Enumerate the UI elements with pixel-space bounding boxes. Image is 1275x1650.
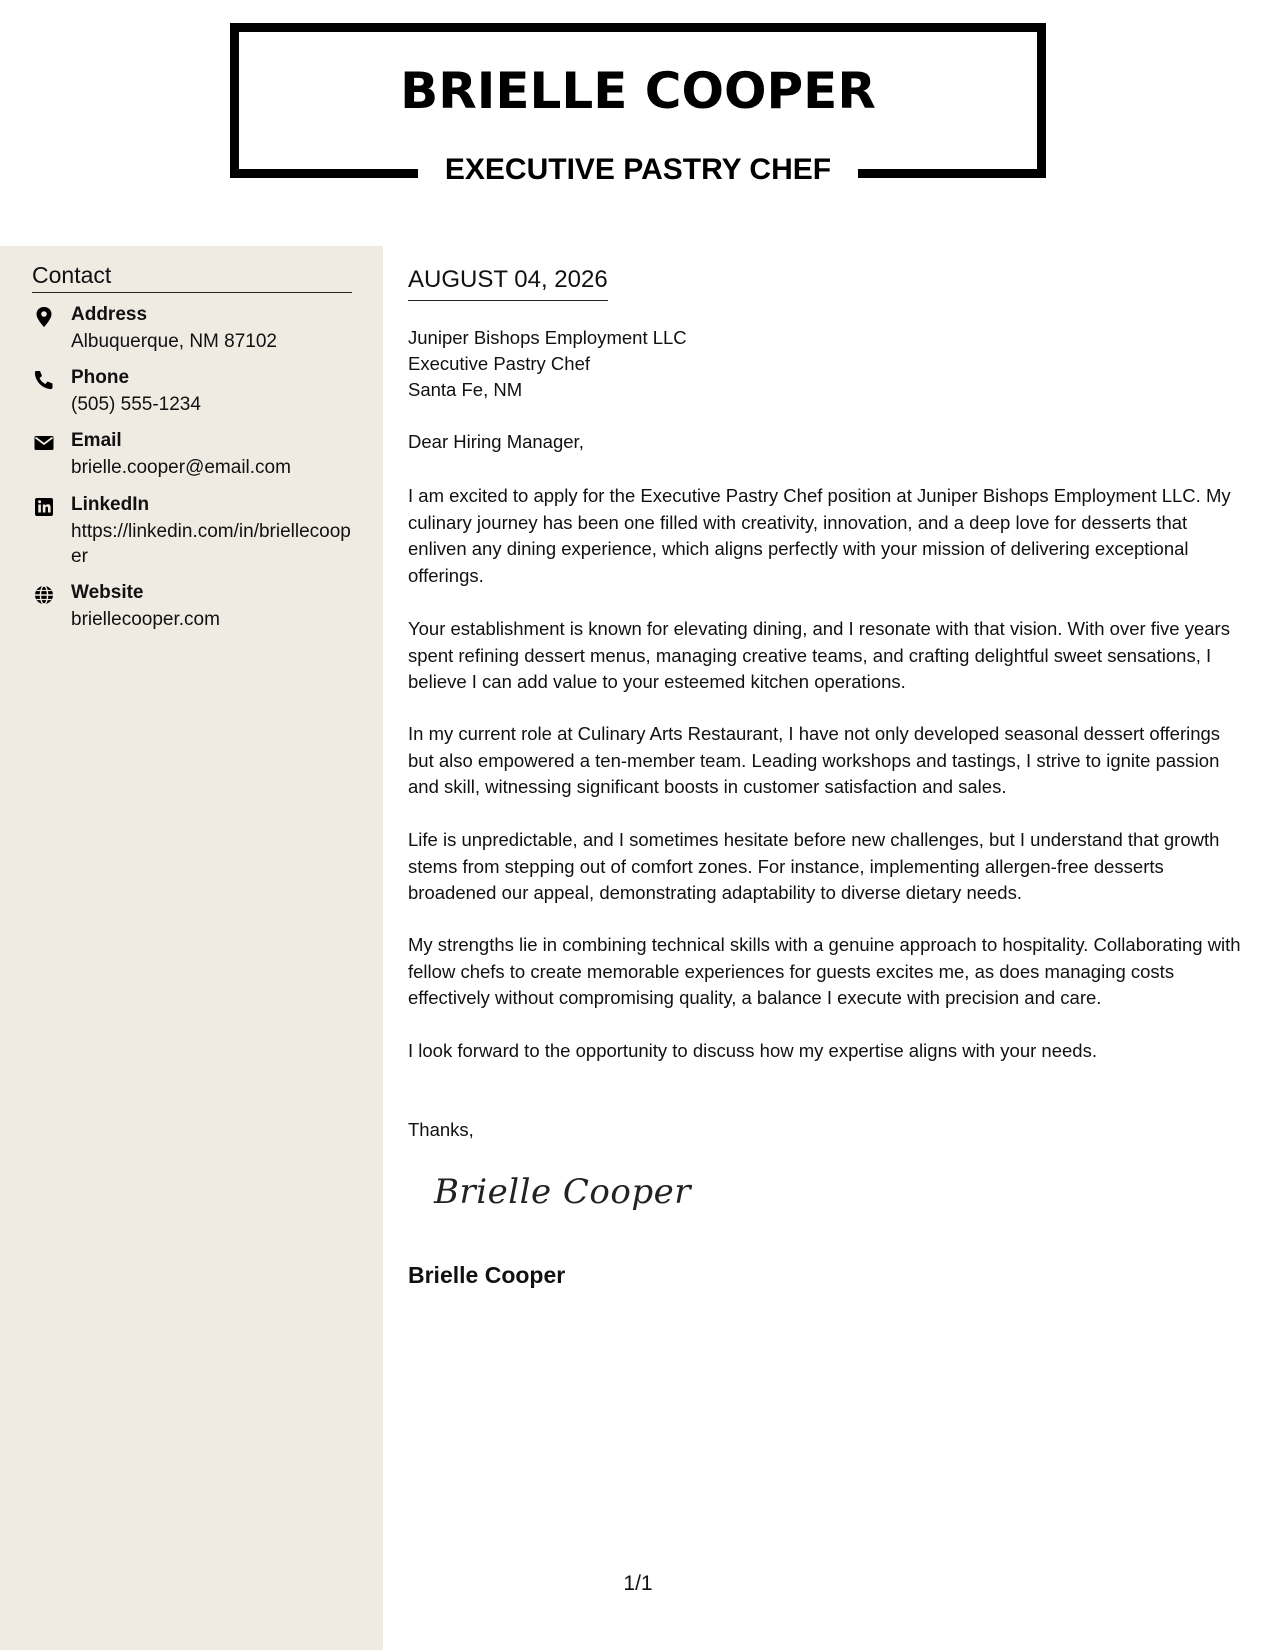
handwritten-signature: Brielle Cooper <box>434 1172 692 1212</box>
body-paragraph-6: I look forward to the opportunity to discuss how my expertise aligns with your needs. <box>408 1040 1097 1061</box>
body-paragraph-4: Life is unpredictable, and I sometimes hesitate before new challenges, but I understand that growth stems from stepping out of comfort zones. For instance, implementing allergen-free desserts broadened our appeal, demonstrating adaptability to diverse dietary needs. <box>408 829 1220 903</box>
recipient-location: Santa Fe, NM <box>408 379 523 400</box>
recipient-block <box>408 325 687 403</box>
recipient-position: Executive Pastry Chef <box>408 353 590 374</box>
email-label: Email <box>71 430 122 451</box>
phone-label: Phone <box>71 367 130 388</box>
body-paragraph-5: My strengths lie in combining technical skills with a genuine approach to hospitality. Collaborating with fellow chefs to create memorable experiences for guests excites me, as does managing costs effectively without compromising quality, a balance I execute with precision and care. <box>408 934 1241 1008</box>
contact-heading: Contact <box>32 262 352 293</box>
recipient-company: Juniper Bishops Employment LLC <box>408 327 687 348</box>
body-paragraph-1: I am excited to apply for the Executive Pastry Chef position at Juniper Bishops Employment LLC. My culinary journey has been one filled with creativity, innovation, and a deep love for desserts that enliven any dining experience, which aligns perfectly with your mission of delivering exceptional offerings. <box>408 485 1231 586</box>
body-paragraph-2: Your establishment is known for elevating dining, and I resonate with that vision. With over five years spent refining dessert menus, managing creative teams, and crafting delightful sweet sensations, I believe I can add value to your esteemed kitchen operations. <box>408 618 1230 692</box>
page-number: 1/1 <box>623 1572 653 1595</box>
signer-name: Brielle Cooper <box>408 1262 566 1288</box>
linkedin-value: https://linkedin.com/in/briellecooper <box>71 521 351 567</box>
website-value: briellecooper.com <box>71 609 220 630</box>
website-label: Website <box>71 582 144 603</box>
salutation: Dear Hiring Manager, <box>408 431 584 452</box>
globe-icon <box>32 584 56 606</box>
linkedin-icon <box>32 496 56 518</box>
letter-date: AUGUST 04, 2026 <box>408 266 608 301</box>
linkedin-label: LinkedIn <box>71 494 150 515</box>
address-value: Albuquerque, NM 87102 <box>71 331 277 352</box>
job-title: EXECUTIVE PASTRY CHEF <box>444 153 832 186</box>
header-frame-bottom-right <box>858 169 1046 178</box>
phone-icon <box>32 369 56 391</box>
body-paragraph-3: In my current role at Culinary Arts Restaurant, I have not only developed seasonal dessert offerings but also empowered a ten-member team. Leading workshops and tastings, I strive to ignite passion and skill, witnessing significant boosts in customer satisfaction and sales. <box>408 723 1221 797</box>
header-frame-bottom-left <box>230 169 418 178</box>
envelope-icon <box>32 432 56 454</box>
closing: Thanks, <box>408 1119 474 1140</box>
address-label: Address <box>71 304 148 325</box>
map-pin-icon <box>32 306 56 328</box>
phone-value: (505) 555-1234 <box>71 394 201 415</box>
email-value: brielle.cooper@email.com <box>71 457 291 478</box>
applicant-name: BRIELLE COOPER <box>400 62 876 120</box>
